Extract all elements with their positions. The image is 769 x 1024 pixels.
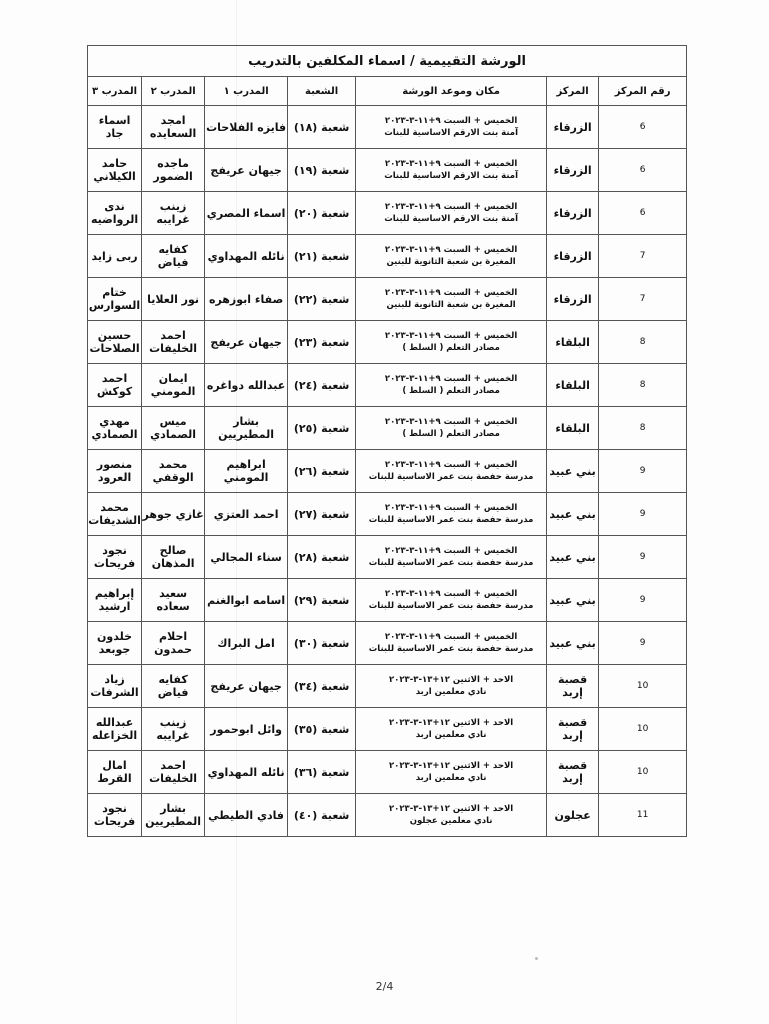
table-row: [88, 536, 687, 579]
workshop-date: الاحد + الاثنين ١٢+١٣-٣-٢٠٢٣: [388, 761, 514, 771]
cell-location: [356, 665, 547, 708]
page-number: 2/4: [375, 980, 394, 993]
table-row: [88, 622, 687, 665]
trainers-table: [87, 45, 687, 837]
cell-branch: شعبة (٤٠): [288, 794, 356, 837]
table-row: [88, 278, 687, 321]
cell-trainer-2: صالح المذهان: [142, 536, 205, 579]
cell-trainer-3: محمد الشديفات: [88, 493, 142, 536]
cell-trainer-3: مهدي الصمادي: [88, 407, 142, 450]
cell-trainer-3: منصور العرود: [88, 450, 142, 493]
workshop-date: الخميس + السبت ٩+١١-٣-٢٠٢٣: [384, 460, 518, 470]
table-row: [88, 321, 687, 364]
cell-center-no: 6: [599, 149, 687, 192]
cell-center: بني عبيد: [547, 450, 599, 493]
cell-trainer-3: اسماء جاد: [88, 106, 142, 149]
table-row: [88, 493, 687, 536]
workshop-date: الخميس + السبت ٩+١١-٣-٢٠٢٣: [384, 503, 518, 513]
header-location: مكان وموعد الورشة: [356, 77, 547, 106]
cell-branch: شعبة (٣٦): [288, 751, 356, 794]
cell-center-no: 9: [599, 536, 687, 579]
cell-location: [356, 235, 547, 278]
cell-center-no: 10: [599, 751, 687, 794]
workshop-date: الخميس + السبت ٩+١١-٣-٢٠٢٣: [384, 589, 518, 599]
cell-location: [356, 493, 547, 536]
cell-center: بني عبيد: [547, 579, 599, 622]
cell-branch: شعبة (٣٠): [288, 622, 356, 665]
cell-trainer-1: بشار المطيريين: [205, 407, 288, 450]
cell-center-no: 6: [599, 106, 687, 149]
cell-branch: شعبة (٢٦): [288, 450, 356, 493]
scan-speck: [535, 957, 538, 960]
table-title: الورشة التقييمية / اسماء المكلفين بالتدريب: [88, 46, 687, 77]
table-row: [88, 794, 687, 837]
table-row: [88, 364, 687, 407]
cell-location: [356, 751, 547, 794]
cell-center: الزرقاء: [547, 278, 599, 321]
cell-location: [356, 192, 547, 235]
workshop-place: نادي معلمين اربد: [415, 773, 487, 783]
workshop-place: نادي معلمين اربد: [415, 730, 487, 740]
cell-trainer-1: اسامه ابوالغنم: [205, 579, 288, 622]
cell-location: [356, 407, 547, 450]
cell-trainer-1: احمد العتزي: [205, 493, 288, 536]
cell-trainer-3: حامد الكيلاني: [88, 149, 142, 192]
cell-center: البلقاء: [547, 321, 599, 364]
workshop-place: مدرسة حفصة بنت عمر الاساسية للبنات: [368, 515, 534, 525]
cell-center: الزرقاء: [547, 149, 599, 192]
workshop-date: الخميس + السبت ٩+١١-٣-٢٠٢٣: [384, 202, 518, 212]
cell-trainer-3: نجود فريحات: [88, 794, 142, 837]
cell-trainer-2: زينب غرايبه: [142, 708, 205, 751]
cell-center-no: 8: [599, 364, 687, 407]
cell-trainer-3: امال القرط: [88, 751, 142, 794]
cell-center: قصبة إربد: [547, 751, 599, 794]
header-trainer-3: المدرب ٣: [88, 77, 142, 106]
cell-trainer-3: حسين الصلاحات: [88, 321, 142, 364]
cell-trainer-3: ربى زايد: [88, 235, 142, 278]
cell-center: الزرقاء: [547, 192, 599, 235]
workshop-place: المغيرة بن شعبة الثانوية للبنين: [386, 257, 516, 267]
cell-trainer-1: صفاء ابوزهره: [205, 278, 288, 321]
table-row: [88, 665, 687, 708]
cell-trainer-3: إبراهيم ارشيد: [88, 579, 142, 622]
header-center-no: رقم المركز: [599, 77, 687, 106]
cell-center: بني عبيد: [547, 493, 599, 536]
cell-center: بني عبيد: [547, 536, 599, 579]
cell-branch: شعبة (١٩): [288, 149, 356, 192]
table-row: [88, 450, 687, 493]
workshop-place: مصادر التعلم ( السلط ): [402, 343, 500, 353]
workshop-place: مصادر التعلم ( السلط ): [402, 386, 500, 396]
cell-trainer-1: فايزه الفلاحات: [205, 106, 288, 149]
cell-location: [356, 106, 547, 149]
cell-center: الزرقاء: [547, 235, 599, 278]
cell-branch: شعبة (٣٤): [288, 665, 356, 708]
workshop-place: آمنة بنت الارقم الاساسية للبنات: [384, 214, 518, 224]
cell-center: قصبة إربد: [547, 708, 599, 751]
cell-trainer-2: ميس الصمادي: [142, 407, 205, 450]
cell-location: [356, 622, 547, 665]
cell-trainer-3: عبدالله الخزاعله: [88, 708, 142, 751]
cell-trainer-2: احلام حمدون: [142, 622, 205, 665]
cell-trainer-2: ايمان المومني: [142, 364, 205, 407]
cell-center: الزرقاء: [547, 106, 599, 149]
header-row: [88, 77, 687, 106]
cell-location: [356, 708, 547, 751]
header-branch: الشعبة: [288, 77, 356, 106]
cell-location: [356, 794, 547, 837]
cell-center: البلقاء: [547, 407, 599, 450]
cell-trainer-3: احمد كوكش: [88, 364, 142, 407]
cell-trainer-1: عبدالله دواغره: [205, 364, 288, 407]
cell-location: [356, 536, 547, 579]
cell-center-no: 9: [599, 493, 687, 536]
workshop-date: الخميس + السبت ٩+١١-٣-٢٠٢٣: [384, 632, 518, 642]
workshop-place: مدرسة حفصة بنت عمر الاساسية للبنات: [368, 472, 534, 482]
workshop-date: الخميس + السبت ٩+١١-٣-٢٠٢٣: [384, 331, 518, 341]
cell-center: عجلون: [547, 794, 599, 837]
cell-trainer-2: ماجده الضمور: [142, 149, 205, 192]
workshop-date: الخميس + السبت ٩+١١-٣-٢٠٢٣: [384, 116, 518, 126]
cell-trainer-2: كفايه فياض: [142, 665, 205, 708]
cell-location: [356, 321, 547, 364]
cell-branch: شعبة (٢٩): [288, 579, 356, 622]
table-row: [88, 708, 687, 751]
cell-trainer-3: خلدون جوبعد: [88, 622, 142, 665]
workshop-date: الخميس + السبت ٩+١١-٣-٢٠٢٣: [384, 417, 518, 427]
cell-trainer-2: احمد الخليفات: [142, 321, 205, 364]
table-row: [88, 579, 687, 622]
workshop-date: الخميس + السبت ٩+١١-٣-٢٠٢٣: [384, 374, 518, 384]
cell-branch: شعبة (٢٢): [288, 278, 356, 321]
cell-branch: شعبة (٢٨): [288, 536, 356, 579]
cell-trainer-2: سعيد سعاده: [142, 579, 205, 622]
cell-branch: شعبة (٢٠): [288, 192, 356, 235]
cell-center-no: 10: [599, 665, 687, 708]
cell-trainer-2: محمد الوقفي: [142, 450, 205, 493]
table-row: [88, 235, 687, 278]
cell-trainer-2: بشار المطيريين: [142, 794, 205, 837]
workshop-place: نادي معلمين اربد: [415, 687, 487, 697]
workshop-place: مدرسة حفصة بنت عمر الاساسية للبنات: [368, 601, 534, 611]
cell-center-no: 9: [599, 450, 687, 493]
cell-trainer-1: نائله المهداوي: [205, 235, 288, 278]
header-trainer-1: المدرب ١: [205, 77, 288, 106]
cell-trainer-2: غازي جوهر: [142, 493, 205, 536]
workshop-date: الخميس + السبت ٩+١١-٣-٢٠٢٣: [384, 159, 518, 169]
workshop-date: الخميس + السبت ٩+١١-٣-٢٠٢٣: [384, 245, 518, 255]
cell-location: [356, 278, 547, 321]
table-row: [88, 751, 687, 794]
cell-center: بني عبيد: [547, 622, 599, 665]
cell-center-no: 8: [599, 407, 687, 450]
cell-trainer-2: نور العلايا: [142, 278, 205, 321]
cell-trainer-3: زياد الشرفات: [88, 665, 142, 708]
cell-location: [356, 450, 547, 493]
cell-trainer-2: احمد الخليفات: [142, 751, 205, 794]
cell-trainer-2: زينب غرايبه: [142, 192, 205, 235]
cell-trainer-2: كفايه فياض: [142, 235, 205, 278]
cell-center-no: 10: [599, 708, 687, 751]
cell-trainer-3: ختام السوارس: [88, 278, 142, 321]
cell-center-no: 6: [599, 192, 687, 235]
workshop-date: الخميس + السبت ٩+١١-٣-٢٠٢٣: [384, 546, 518, 556]
cell-trainer-1: ابراهيم المومني: [205, 450, 288, 493]
cell-trainer-1: نائله المهداوي: [205, 751, 288, 794]
cell-branch: شعبة (٢٧): [288, 493, 356, 536]
cell-trainer-1: وائل ابوحمور: [205, 708, 288, 751]
cell-center-no: 8: [599, 321, 687, 364]
cell-branch: شعبة (٢٥): [288, 407, 356, 450]
workshop-place: آمنة بنت الارقم الاساسية للبنات: [384, 171, 518, 181]
cell-trainer-1: اسماء المصري: [205, 192, 288, 235]
cell-center: البلقاء: [547, 364, 599, 407]
cell-trainer-1: جيهان عريفج: [205, 149, 288, 192]
cell-center: قصبة إربد: [547, 665, 599, 708]
cell-trainer-1: سناء المجالي: [205, 536, 288, 579]
cell-center-no: 7: [599, 235, 687, 278]
cell-location: [356, 364, 547, 407]
workshop-place: آمنة بنت الارقم الاساسية للبنات: [384, 128, 518, 138]
workshop-date: الاحد + الاثنين ١٢+١٣-٣-٢٠٢٣: [388, 675, 514, 685]
cell-trainer-1: جيهان عريفج: [205, 321, 288, 364]
cell-location: [356, 579, 547, 622]
workshop-place: المغيرة بن شعبة الثانوية للبنين: [386, 300, 516, 310]
cell-location: [356, 149, 547, 192]
cell-branch: شعبة (٢١): [288, 235, 356, 278]
cell-trainer-1: امل البراك: [205, 622, 288, 665]
cell-trainer-1: فادي الطيطي: [205, 794, 288, 837]
cell-center-no: 11: [599, 794, 687, 837]
workshop-place: مدرسة حفصة بنت عمر الاساسية للبنات: [368, 558, 534, 568]
workshop-place: مدرسة حفصة بنت عمر الاساسية للبنات: [368, 644, 534, 654]
cell-trainer-1: جيهان عريفج: [205, 665, 288, 708]
cell-center-no: 9: [599, 579, 687, 622]
table-row: [88, 407, 687, 450]
table-row: [88, 149, 687, 192]
header-trainer-2: المدرب ٢: [142, 77, 205, 106]
cell-center-no: 9: [599, 622, 687, 665]
cell-trainer-2: امجد السعايده: [142, 106, 205, 149]
cell-trainer-3: نجود فريحات: [88, 536, 142, 579]
cell-branch: شعبة (٣٥): [288, 708, 356, 751]
cell-trainer-3: ندى الرواضيه: [88, 192, 142, 235]
table-row: [88, 192, 687, 235]
cell-branch: شعبة (٢٤): [288, 364, 356, 407]
workshop-date: الاحد + الاثنين ١٢+١٣-٣-٢٠٢٣: [388, 718, 514, 728]
cell-branch: شعبة (٢٣): [288, 321, 356, 364]
workshop-place: نادي معلمين عجلون: [409, 816, 493, 826]
workshop-date: الخميس + السبت ٩+١١-٣-٢٠٢٣: [384, 288, 518, 298]
cell-center-no: 7: [599, 278, 687, 321]
workshop-date: الاحد + الاثنين ١٢+١٣-٣-٢٠٢٣: [388, 804, 514, 814]
table-row: [88, 106, 687, 149]
workshop-place: مصادر التعلم ( السلط ): [402, 429, 500, 439]
cell-branch: شعبة (١٨): [288, 106, 356, 149]
header-center: المركز: [547, 77, 599, 106]
